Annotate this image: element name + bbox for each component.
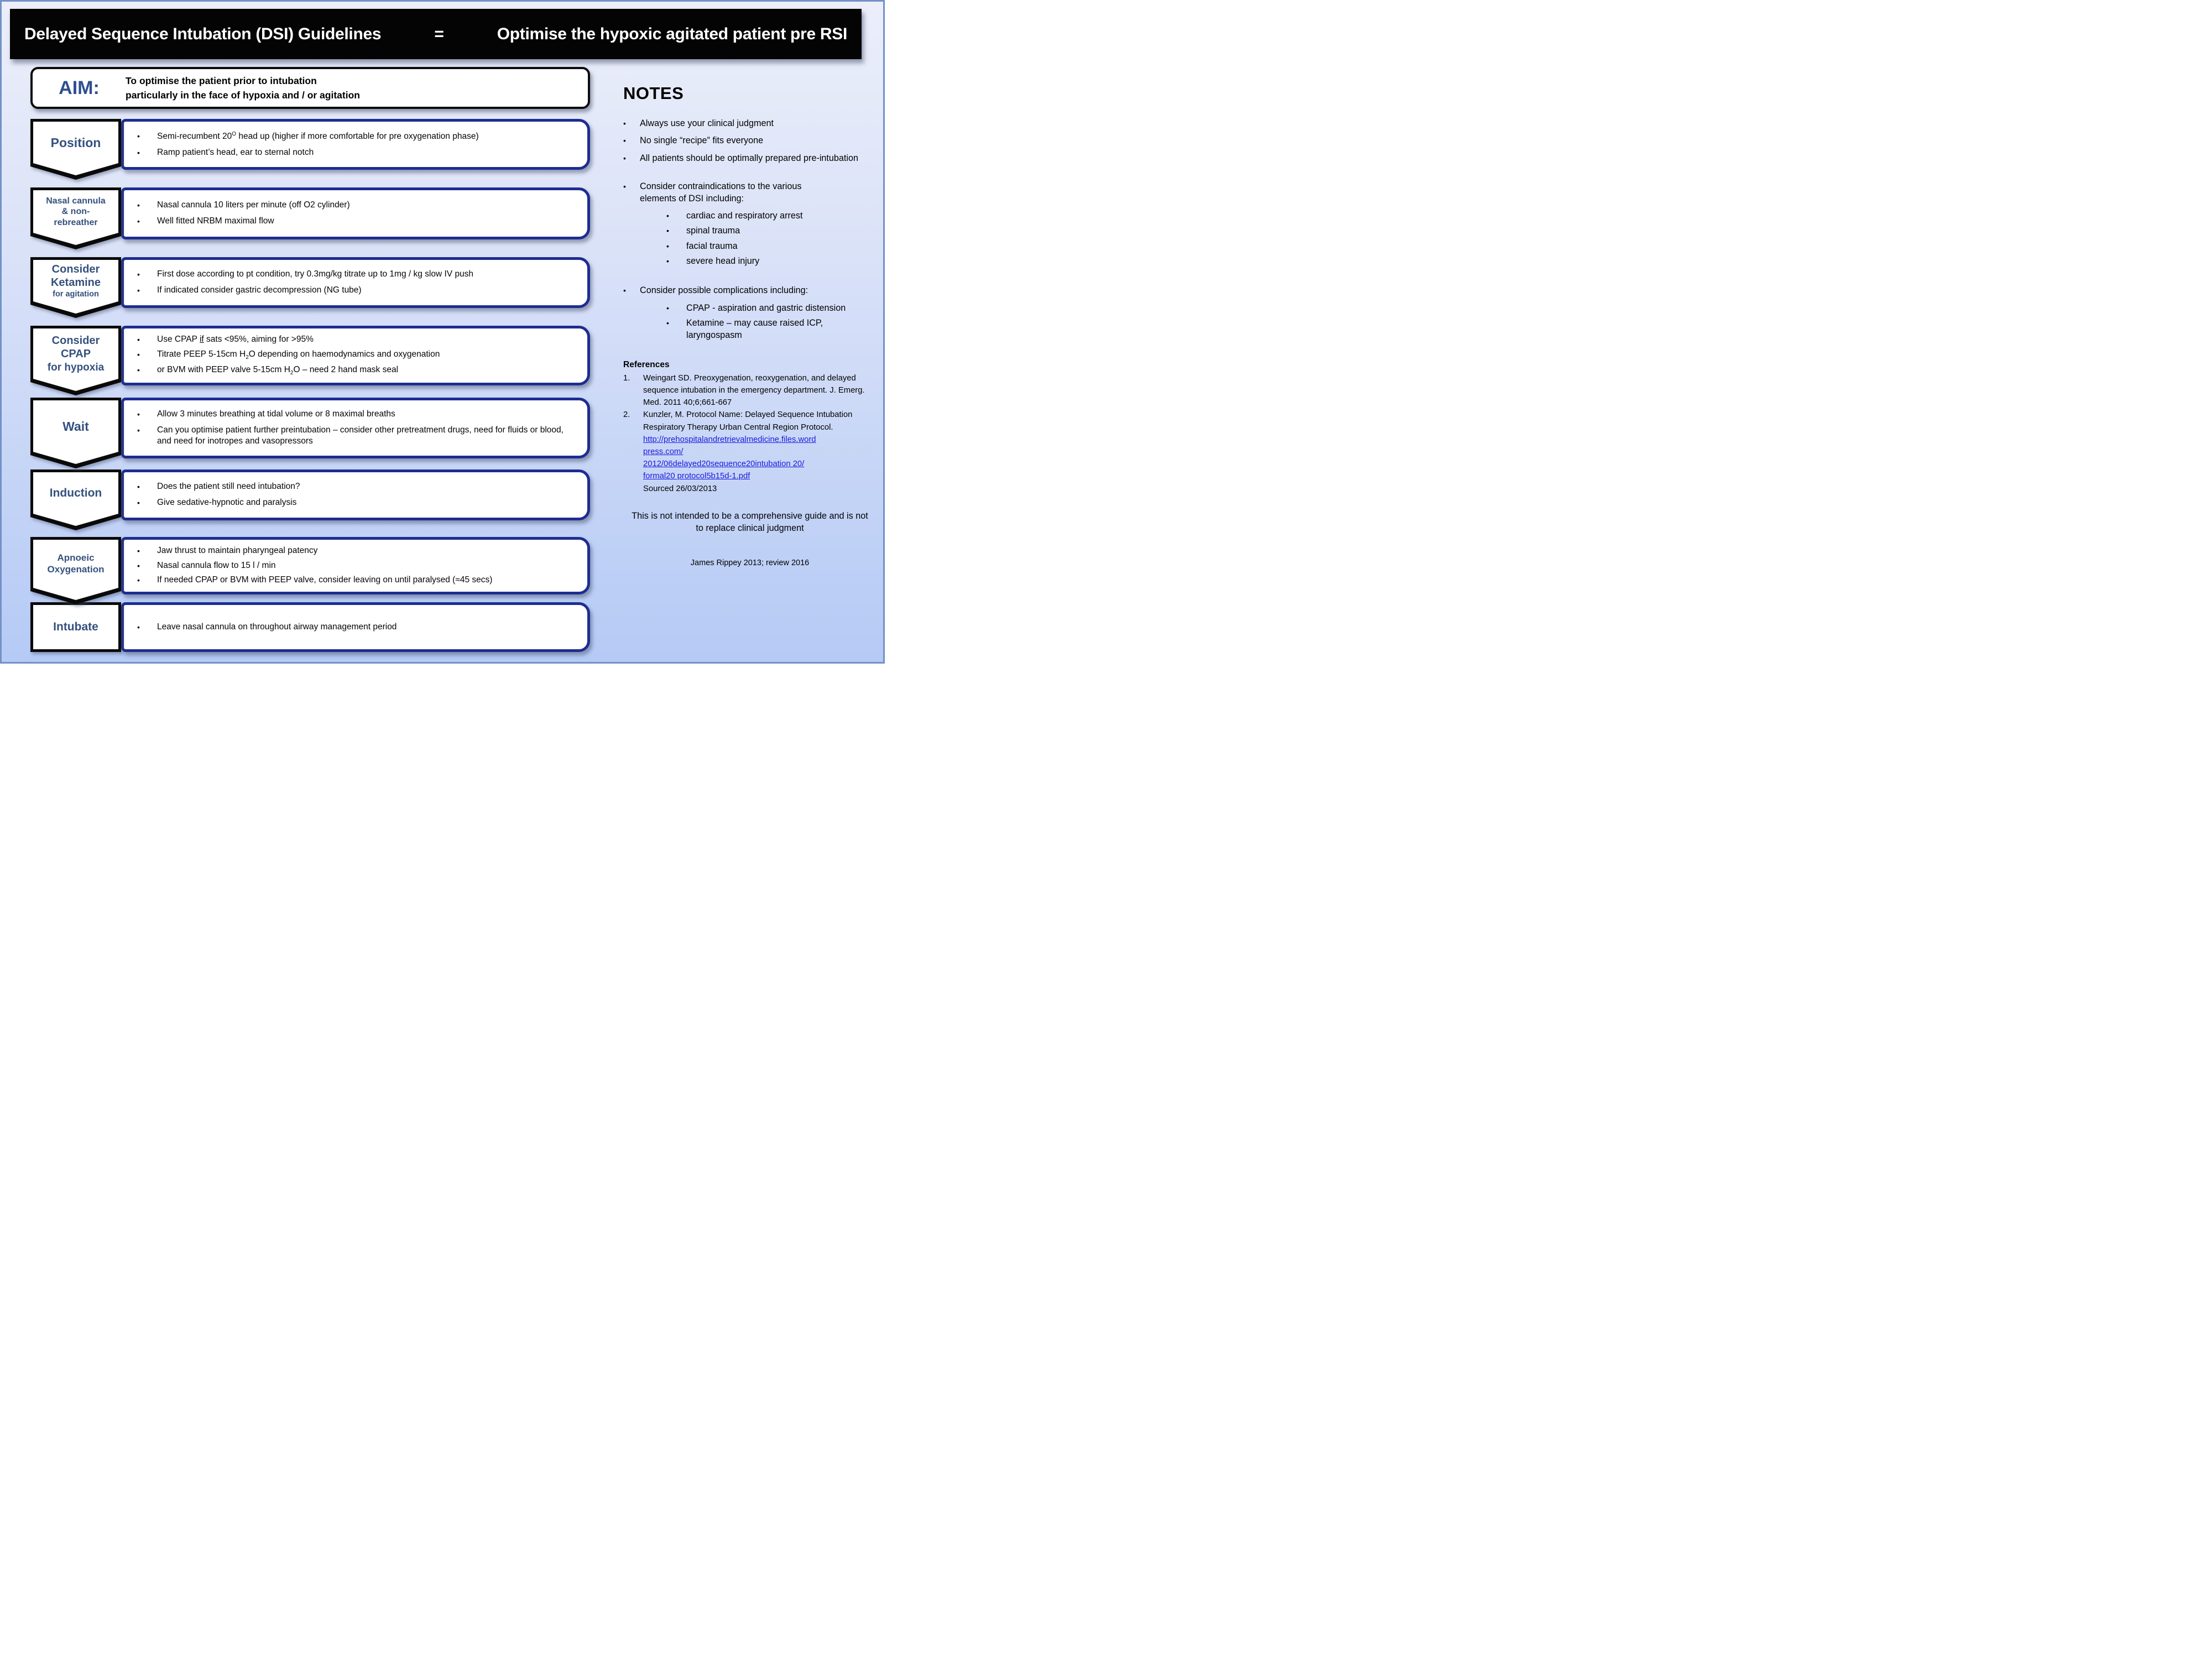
bullet-icon: • (137, 217, 140, 226)
note-item: • No single “recipe” fits everyone (623, 135, 764, 146)
bullet-item: • or BVM with PEEP valve 5-15cm $H_2O$ – need 2 hand mask seal (137, 365, 399, 377)
references-section (623, 360, 877, 495)
bullet-item: • Use CPAP if sats <95%, aiming for >95% (137, 334, 314, 344)
aim-line-2: particularly in the face of hypoxia and / or agitation (126, 90, 360, 101)
bullet-icon: • (137, 148, 140, 157)
step-row-consider-cpap (30, 326, 590, 385)
step-label-position: Position (30, 119, 121, 180)
bullet-icon: • (137, 335, 140, 344)
step-content-consider-ketamine (121, 257, 590, 308)
reference-text: Weingart SD. Preoxygenation, reoxygenation, and delayed sequence intubation in the emergency department. J. Emerg. Med. 2011 40;6;661-667 (643, 373, 865, 408)
step-row-wait (30, 398, 590, 458)
step-row-position (30, 119, 590, 170)
aim-text (126, 74, 360, 103)
step-label-consider-cpap: Consider CPAP for hypoxia (30, 326, 121, 395)
step-label-nasal-cannula: Nasal cannula & non- rebreather (30, 187, 121, 249)
notes-complications-group (623, 285, 877, 341)
bullet-icon: • (137, 131, 140, 140)
note-sub-item: • facial trauma (666, 241, 738, 251)
page-title-right: Optimise the hypoxic agitated patient pre RSI (497, 24, 847, 43)
bullet-icon: • (137, 349, 140, 359)
author-credit: James Rippey 2013; review 2016 (690, 559, 810, 568)
step-content-consider-cpap (121, 326, 590, 385)
bullet-item: • Nasal cannula flow to 15 l / min (137, 560, 276, 570)
reference-item-2 (623, 409, 877, 494)
bullet-icon: • (137, 409, 140, 419)
step-label-apnoeic-oxygenation: Apnoeic Oxygenation (30, 537, 121, 604)
bullet-icon: • (137, 270, 140, 279)
bullet-icon: • (137, 425, 140, 435)
note-sub-item: • cardiac and respiratory arrest (666, 210, 803, 221)
notes-top-list (623, 118, 877, 164)
reference-link-line-3[interactable]: 2012/06delayed20sequence20intubation 20/ (643, 460, 805, 469)
bullet-icon: • (623, 182, 626, 191)
bullet-icon: • (137, 482, 140, 492)
reference-link-line-4[interactable]: formal20 protocol5b15d-1.pdf (643, 472, 750, 481)
bullet-item: • Allow 3 minutes breathing at tidal volume or 8 maximal breaths (137, 409, 395, 419)
note-sub-item: • severe head injury (666, 256, 760, 266)
bullet-icon: • (137, 561, 140, 570)
bullet-icon: • (666, 241, 669, 251)
step-row-induction (30, 469, 590, 520)
step-label-wait: Wait (30, 398, 121, 468)
contraindications-sub-list (666, 210, 877, 268)
complications-sub-list (666, 302, 877, 341)
bullet-item: • Give sedative-hypnotic and paralysis (137, 498, 297, 507)
step-row-nasal-cannula (30, 187, 590, 239)
reference-link-line-2[interactable]: press.com/ (643, 447, 684, 456)
step-label-induction: Induction (30, 469, 121, 530)
step-content-induction (121, 469, 590, 520)
bullet-icon: • (623, 119, 626, 128)
step-row-intubate (30, 602, 590, 652)
bullet-item: • Titrate PEEP 5-15cm $H_2O$ depending on haemodynamics and oxygenation (137, 349, 440, 361)
step-content-apnoeic-oxygenation (121, 537, 590, 594)
page-title-left: Delayed Sequence Intubation (DSI) Guidelines (24, 24, 382, 43)
step-row-apnoeic-oxygenation (30, 537, 590, 594)
sourced-date: Sourced 26/03/2013 (643, 484, 717, 493)
bullet-icon: • (137, 622, 140, 632)
reference-number: 2. (623, 410, 630, 420)
step-content-intubate (121, 602, 590, 652)
bullet-icon: • (137, 366, 140, 375)
bullet-item: • Semi-recumbent $20^O$ head up (higher if more comfortable for pre oxygenation phase) (137, 131, 479, 141)
bullet-item: • Well fitted NRBM maximal flow (137, 216, 274, 226)
bullet-item: • If needed CPAP or BVM with PEEP valve, consider leaving on until paralysed (≈45 secs) (137, 575, 493, 585)
references-heading: References (623, 359, 670, 369)
note-sub-item: • CPAP - aspiration and gastric distension (666, 302, 846, 313)
note-sub-item: • spinal trauma (666, 226, 740, 236)
step-content-nasal-cannula (121, 187, 590, 239)
bullet-icon: • (137, 546, 140, 555)
bullet-item: • Leave nasal cannula on throughout airway management period (137, 622, 397, 632)
bullet-icon: • (623, 286, 626, 295)
note-sub-item: • Ketamine – may cause raised ICP, laryngospasm (666, 318, 823, 340)
notes-panel (623, 84, 877, 567)
bullet-icon: • (623, 153, 626, 163)
bullet-icon: • (666, 303, 669, 312)
bullet-icon: • (666, 211, 669, 220)
note-item: • Always use your clinical judgment (623, 118, 774, 128)
bullet-icon: • (137, 576, 140, 585)
bullet-icon: • (137, 201, 140, 210)
dsi-guideline-page (0, 0, 885, 664)
bullet-item: • Nasal cannula 10 liters per minute (off O2 cylinder) (137, 200, 350, 210)
aim-box (30, 67, 590, 109)
notes-contraindications-group (623, 181, 877, 267)
bullet-icon: • (666, 226, 669, 236)
reference-number: 1. (623, 373, 630, 383)
notes-heading: NOTES (623, 84, 684, 103)
step-content-wait (121, 398, 590, 458)
step-row-consider-ketamine (30, 257, 590, 308)
bullet-icon: • (137, 286, 140, 295)
reference-text: Kunzler, M. Protocol Name: Delayed Sequence Intubation Respiratory Therapy Urban Central Region Protocol. http://prehospitalandretrievalmedicine.files.word press.com/ 2012/06delayed20sequence20intubation 20/ formal20 protocol5b15d-1.pdf Sourced 26/03/2013 (643, 409, 877, 494)
bullet-item: • If indicated consider gastric decompression (NG tube) (137, 285, 362, 295)
step-label-consider-ketamine: Consider Ketamine for agitation (30, 257, 121, 318)
bullet-icon: • (137, 498, 140, 507)
reference-item-1 (623, 372, 877, 409)
bullet-icon: • (666, 319, 669, 328)
disclaimer-text: This is not intended to be a comprehensive guide and is not to replace clinical judgment (632, 510, 868, 533)
bullet-item: • Jaw thrust to maintain pharyngeal patency (137, 545, 318, 555)
bullet-item: • Can you optimise patient further preintubation – consider other pretreatment drugs, need for fluids or blood, and need for inotropes and vasopressors (137, 425, 564, 446)
reference-link-line-1[interactable]: http://prehospitalandretrievalmedicine.files.word (643, 435, 816, 444)
note-item: • All patients should be optimally prepared pre-intubation (623, 153, 859, 163)
title-bar (10, 9, 862, 59)
step-content-position (121, 119, 590, 170)
step-label-intubate: Intubate (30, 602, 121, 652)
title-equals: = (434, 24, 444, 43)
aim-label: AIM: (59, 77, 100, 98)
bullet-icon: • (623, 136, 626, 145)
aim-line-1: To optimise the patient prior to intubation (126, 75, 317, 86)
note-item: • Consider possible complications including: (623, 285, 808, 296)
bullet-item: • Does the patient still need intubation? (137, 482, 300, 492)
note-item: • Consider contraindications to the various elements of DSI including: (623, 181, 802, 204)
bullet-item: • Ramp patient’s head, ear to sternal notch (137, 147, 314, 157)
bullet-item: • First dose according to pt condition, try 0.3mg/kg titrate up to 1mg / kg slow IV push (137, 269, 474, 279)
bullet-icon: • (666, 257, 669, 265)
